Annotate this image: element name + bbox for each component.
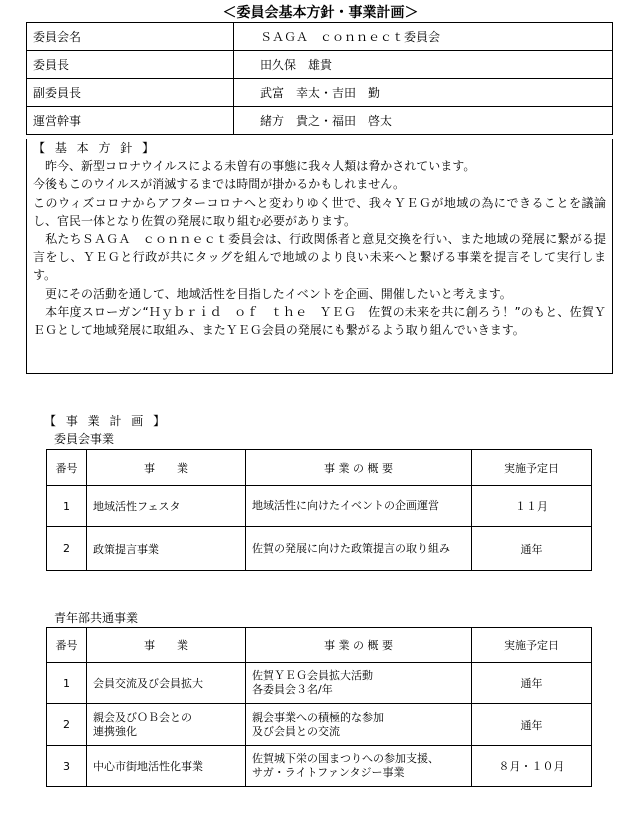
row-date: 通年	[472, 704, 592, 746]
policy-paragraph: 私たちＳＡＧＡ ｃｏｎｎｅｃｔ委員会は、行政関係者と意見交換を行い、また地域の発展に繋がる提言をし、ＹＥＧと行政が共にタッグを組んで地域のより良い未来へと繋げる事業を提言そして実行します。	[33, 232, 606, 283]
summary-line: 佐賀ＹＥＧ会員拡大活動	[252, 669, 373, 682]
table-row	[47, 527, 592, 571]
info-row-committee-name	[27, 23, 613, 51]
policy-paragraph: 更にその活動を通して、地域活性を目指したイベントを企画、開催したいと考えます。	[33, 286, 512, 301]
row-date: １１月	[472, 486, 592, 527]
row-project: 中心市街地活性化事業	[87, 746, 246, 787]
row-no: 1	[47, 486, 87, 527]
committee-projects-title: 委員会事業	[54, 432, 115, 446]
row-summary	[246, 704, 472, 746]
summary-line: 佐賀城下栄の国まつりへの参加支援、	[252, 752, 439, 765]
common-projects-table	[46, 627, 592, 787]
info-row-chair	[27, 51, 613, 79]
committee-info-table	[26, 22, 613, 135]
info-value: ＳＡＧＡ ｃｏｎｎｅｃｔ委員会	[234, 23, 613, 51]
page-title: ＜委員会基本方針・事業計画＞	[222, 5, 419, 21]
row-project	[87, 704, 246, 746]
header-project: 事 業	[87, 450, 246, 486]
summary-line: サガ・ライトファンタジー事業	[252, 766, 405, 779]
row-no: 2	[47, 527, 87, 571]
table-header-row	[47, 628, 592, 663]
row-no: 1	[47, 663, 87, 704]
info-label: 委員長	[27, 51, 234, 79]
project-line: 親会及びＯＢ会との	[93, 710, 192, 724]
info-label: 委員会名	[27, 23, 234, 51]
row-date: 通年	[472, 663, 592, 704]
row-no: 2	[47, 704, 87, 746]
basic-policy-box	[26, 139, 613, 374]
project-line: 連携強化	[93, 724, 137, 738]
row-summary: 地域活性に向けたイベントの企画運営	[246, 486, 472, 527]
row-project: 会員交流及び会員拡大	[87, 663, 246, 704]
business-plan-heading: 【 事 業 計 画 】	[44, 414, 169, 428]
committee-projects-table	[46, 449, 592, 571]
row-no: 3	[47, 746, 87, 787]
header-project: 事 業	[87, 628, 246, 663]
summary-line: 及び会員との交流	[252, 724, 340, 738]
header-date: 実施予定日	[472, 628, 592, 663]
info-label: 運営幹事	[27, 107, 234, 135]
header-no: 番号	[47, 450, 87, 486]
table-row	[47, 746, 592, 787]
info-row-secretary	[27, 107, 613, 135]
info-label: 副委員長	[27, 79, 234, 107]
header-no: 番号	[47, 628, 87, 663]
row-project: 政策提言事業	[87, 527, 246, 571]
header-summary: 事 業 の 概 要	[246, 628, 472, 663]
common-projects-title: 青年部共通事業	[54, 611, 139, 625]
policy-paragraph: 昨今、新型コロナウイルスによる未曽有の事態に我々人類は脅かされています。	[33, 159, 476, 174]
info-value: 緒方 貴之・福田 啓太	[234, 107, 613, 135]
info-value: 田久保 雄貴	[234, 51, 613, 79]
row-summary	[246, 746, 472, 787]
policy-paragraph: 今後もこのウイルスが消滅するまでは時間が掛かるかもしれません。	[33, 177, 406, 192]
info-row-vice-chair	[27, 79, 613, 107]
row-project: 地域活性フェスタ	[87, 486, 246, 527]
summary-line: 親会事業への積極的な参加	[252, 710, 384, 724]
header-summary: 事 業 の 概 要	[246, 450, 472, 486]
policy-paragraph: 本年度スローガン“Ｈｙｂｒｉｄ ｏｆ ｔｈｅ ＹＥＧ 佐賀の未来を共に創ろう！”のもと、佐賀ＹＥＧとして地域発展に取組み、またＹＥＧ会員の発展にも繋がるよう取り組んでいきます。	[33, 304, 606, 338]
table-row	[47, 704, 592, 746]
policy-paragraph: このウィズコロナからアフターコロナへと変わりゆく世で、我々ＹＥＧが地域の為にできることを議論し、官民一体となり佐賀の発展に取り組む必要があります。	[33, 195, 606, 228]
row-summary	[246, 663, 472, 704]
table-header-row	[47, 450, 592, 486]
table-row	[47, 486, 592, 527]
header-date: 実施予定日	[472, 450, 592, 486]
table-row	[47, 663, 592, 704]
info-value: 武富 幸太・吉田 勤	[234, 79, 613, 107]
summary-line: 各委員会３名/年	[252, 683, 333, 696]
row-summary: 佐賀の発展に向けた政策提言の取り組み	[246, 527, 472, 571]
row-date: 通年	[472, 527, 592, 571]
basic-policy-heading: 【 基 本 方 針 】	[33, 141, 158, 155]
row-date: ８月・１０月	[472, 746, 592, 787]
